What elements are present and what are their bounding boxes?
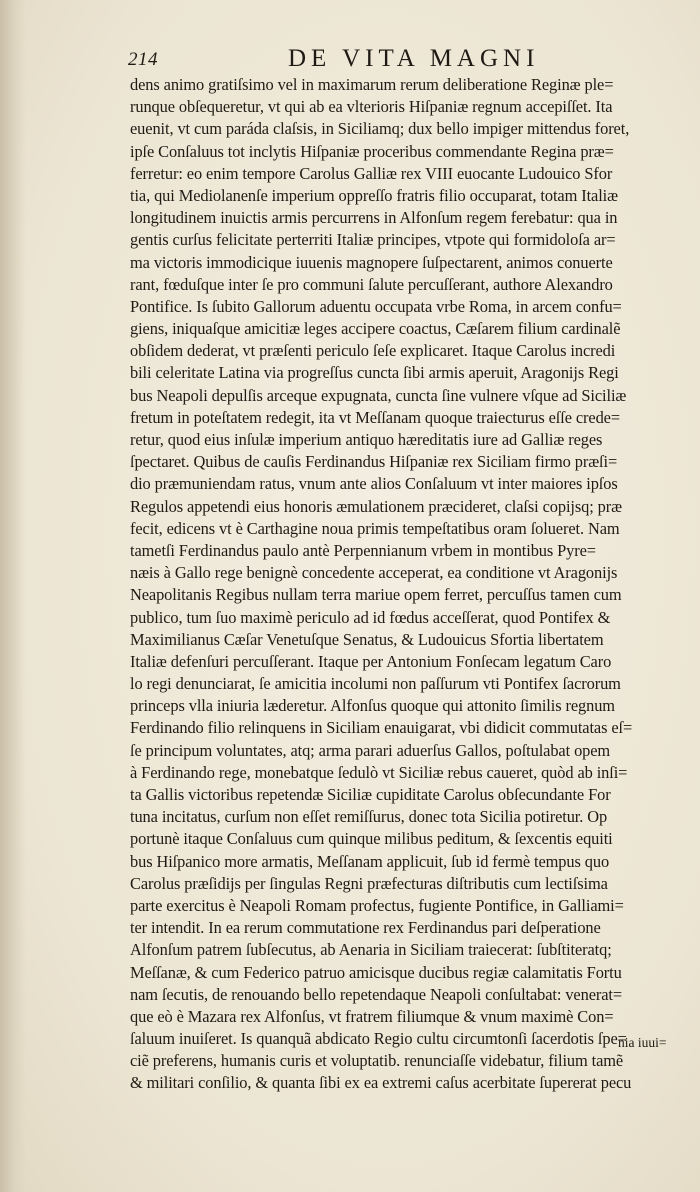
text-line: Pontifice. Is ſubito Gallorum aduentu occupata vrbe Roma, in arcem confu=: [130, 296, 622, 316]
text-line: & militari conſilio, & quanta ſibi ex ea extremi caſus acerbitate ſupererat pecu: [130, 1073, 632, 1093]
text-line: tuna incitatus, curſum non eſſet remiſſurus, donec tota Sicilia potiretur. Op: [130, 807, 608, 827]
text-line: bus Neapoli depulſis arceque expugnata, cuncta ſine vulnere vſque ad Siciliæ: [130, 385, 627, 405]
text-line: rant, fœduſque inter ſe pro communi ſalute percuſſerant, authore Alexandro: [130, 274, 613, 294]
text-line: ſpectaret. Quibus de cauſis Ferdinandus Hiſpaniæ rex Siciliam firmo præſi=: [130, 452, 618, 472]
page-header: [128, 45, 688, 73]
text-line: dio præmuniendam ratus, vnum ante alios Conſaluum vt inter maiores ipſos: [130, 474, 618, 494]
text-line: Alfonſum patrem ſubſecutus, ab Aenaria in Siciliam traiecerat: ſubſtiteratq;: [130, 940, 612, 960]
text-line: Regulos appetendi eius honoris æmulationem præcideret, claſsi copijsq; præ: [130, 496, 622, 516]
text-line: ſaluum inuiſeret. Is quanquã abdicato Regio cultu circumtonſi ſacerdotis ſpe=: [130, 1029, 627, 1049]
text-line: dens animo gratiſsimo vel in maximarum rerum deliberatione Reginæ ple=: [130, 75, 614, 94]
text-line: lo regi denunciarat, ſe amicitia incolumi non paſſurum vti Pontifex ſacrorum: [130, 674, 621, 694]
text-line: giens, iniquaſque amicitiæ leges accipere coactus, Cæſarem filium cardinalẽ: [130, 319, 621, 339]
catchword: nia iuui=: [618, 1035, 667, 1050]
text-line: Ferdinando filio relinquens in Siciliam enauigarat, vbi didicit commutatas eſ=: [130, 718, 633, 738]
text-line: portunè itaque Conſaluus cum quinque milibus peditum, & ſexcentis equiti: [130, 829, 613, 849]
text-line: gentis curſus felicitate perterriti Italiæ principes, vtpote qui formidoloſa ar=: [130, 230, 616, 250]
text-line: ipſe Conſaluus tot inclytis Hiſpaniæ proceribus commendante Regina præ=: [130, 141, 614, 161]
text-line: Neapolitanis Regibus nullam terra mariue opem ferret, percuſſus tamen cum: [130, 585, 622, 605]
text-line: ſe principum voluntates, atq; arma parari aduerſus Gallos, poſtulabat opem: [130, 740, 611, 760]
text-line: runque obſequeretur, vt qui ab ea vlterioris Hiſpaniæ regnum accepiſſet. Ita: [130, 97, 613, 117]
page-number: 214: [128, 49, 158, 70]
text-line: bili celeritate Latina via progreſſus cuncta ſibi armis aperuit, Aragonijs Regi: [130, 363, 619, 383]
text-line: bus Hiſpanico more armatis, Meſſanam applicuit, ſub id fermè tempus quo: [130, 851, 610, 871]
text-line: longitudinem inuictis armis percurrens in Alfonſum regem ferebatur: qua in: [130, 208, 618, 228]
text-line: ta Gallis victoribus repetendæ Siciliæ cupiditate Carolus obſecundante For: [130, 785, 611, 804]
text-line: publico, tum ſuo maximè periculo ad id fœdus acceſſerat, quod Pontifex &: [130, 607, 611, 627]
body-text-block: [130, 74, 690, 1095]
text-line: fecit, edicens vt è Carthagine noua primis tempeſtatibus oram ſolueret. Nam: [130, 518, 620, 538]
text-line: que eò è Mazara rex Alfonſus, vt fratrem filiumque & vnum maximè Con=: [130, 1006, 614, 1026]
text-line: nam ſecutis, de renouando bello repetendaque Neapoli conſultabat: venerat=: [130, 984, 623, 1004]
text-line: obſidem dederat, vt præſenti periculo ſeſe explicaret. Itaque Carolus incredi: [130, 341, 616, 361]
text-line: Italiæ defenſuri percuſſerant. Itaque per Antonium Fonſecam legatum Caro: [130, 651, 612, 671]
text-line: princeps vlla iniuria læderetur. Alfonſus quoque qui attonito ſimilis regnum: [130, 696, 615, 716]
page-gutter-shadow: [0, 0, 26, 1192]
text-line: Meſſanæ, & cum Federico patruo amicisque ducibus regiæ calamitatis Fortu: [130, 962, 622, 982]
text-line: tia, qui Mediolanenſe imperium oppreſſo fratris filio occuparat, totam Italiæ: [130, 185, 618, 205]
text-line: Maximilianus Cæſar Venetuſque Senatus, & Ludouicus Sfortia libertatem: [130, 629, 604, 649]
text-line: Carolus præſidijs per ſingulas Regni præfecturas diſtributis cum lectiſsima: [130, 873, 608, 893]
text-line: à Ferdinando rege, monebatque ſedulò vt Siciliæ rebus caueret, quòd ab inſi=: [130, 762, 628, 782]
text-line: fretum in poteſtatem redegit, ita vt Meſſanam quoque traiecturus eſſe crede=: [130, 407, 620, 427]
text-line: ferretur: eo enim tempore Carolus Galliæ rex VIII euocante Ludouico Sfor: [130, 163, 613, 183]
text-line: ter intendit. In ea rerum commutatione rex Ferdinandus pari deſperatione: [130, 918, 601, 938]
text-line: ciẽ preferens, humanis curis et voluptatib. renunciaſſe videbatur, filium tamẽ: [130, 1051, 624, 1071]
text-line: euenit, vt cum paráda claſsis, in Siciliamq; dux bello impiger mittendus foret,: [130, 119, 630, 139]
text-line: parte exercitus è Neapoli Romam profectus, fugiente Pontifice, in Galliami=: [130, 895, 624, 915]
text-line: næis à Gallo rege benignè concedente acceperat, ea conditione vt Aragonijs: [130, 563, 618, 583]
text-line: tametſi Ferdinandus paulo antè Perpennianum vrbem in montibus Pyre=: [130, 540, 596, 560]
text-line: ma victoris immodicique iuuenis magnopere ſuſpectarent, animos conuerte: [130, 252, 613, 272]
text-line: retur, quod eius inſulæ imperium antiquo hæreditatis iure ad Galliæ reges: [130, 430, 603, 449]
running-head: DE VITA MAGNI: [288, 45, 540, 72]
